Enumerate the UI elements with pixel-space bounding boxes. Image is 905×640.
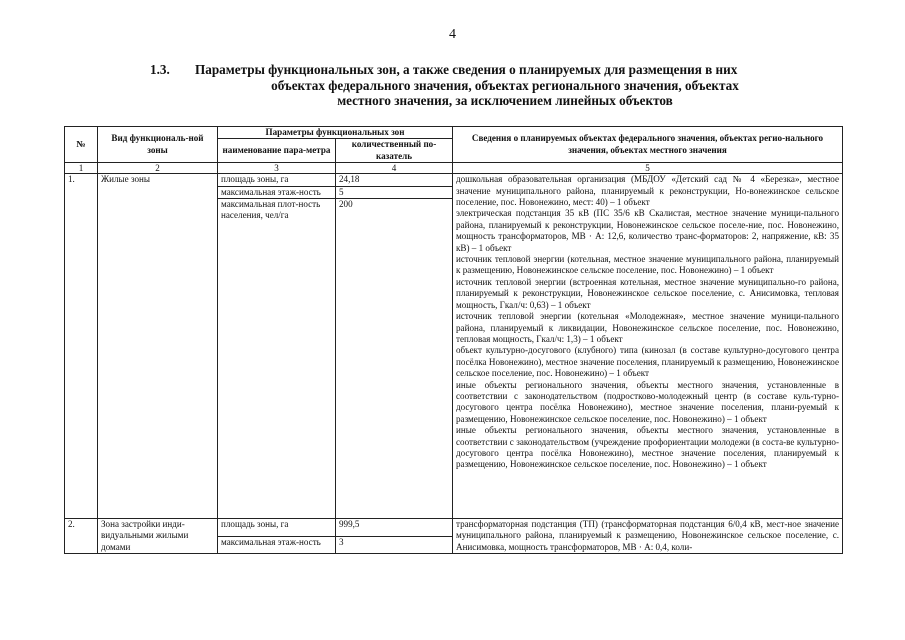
planned-object-entry: источник тепловой энергии (котельная, местное значение муниципального района, планируемый к размещению, Новонежинское сельское поселение, пос. Новонежино) – 1 объект [456,254,839,276]
planned-object-entry: иные объекты регионального значения, объекты местного значения, установленные в соответствии с законодательством (подростково-молодежный центр (в составе куль-турно-досугового центра посёлка Новонежино), местное значение поселения, плани-руемый к размещению, Новонежинское сельское поселение, пос. Новонежино) – 1 объект [456,379,839,424]
zone-name: Жилые зоны [98,174,218,519]
parameter-value: 3 [336,536,453,554]
zone-name: Зона застройки инди-видуальными жилыми домами [98,519,218,554]
objects-info-cell [453,519,843,554]
table-row [65,519,843,537]
column-number: 3 [218,163,336,174]
functional-zones-table [64,126,843,554]
parameter-name: площадь зоны, га [218,174,336,186]
parameter-value: 5 [336,186,453,198]
planned-object-entry: объект культурно-досугового (клубного) типа (кинозал (в составе культурно-досугового центра посёлка Новонежино), местное значение поселения, планируемый к размещению, Новонежинское сельское поселение, пос. Новонежино) – 1 объект [456,345,839,379]
header-parameter-name: наименование пара-метра [218,139,336,163]
section-heading [150,62,820,109]
planned-object-entry: трансформаторная подстанция (ТП) (трансформаторная подстанция 6/0,4 кВ, мест-ное значение муниципального района, планируемый к размещению, Новонежинское сельское поселение, с. Анисимовка, мощность трансформаторов, МВ · А: 0,4, коли- [456,519,839,552]
planned-object-entry: дошкольная образовательная организация (МБДОУ «Детский сад № 4 «Березка», местное значение муниципального района, планируемый к реконструкции, Но-вонежинское сельское поселение, пос. Новонежино, мест: 40) – 1 объект [456,174,839,208]
parameter-value: 999,5 [336,519,453,537]
column-number: 4 [336,163,453,174]
header-zone-type: Вид функциональ-ной зоны [98,127,218,163]
parameter-name: максимальная этаж-ность [218,186,336,198]
header-parameters-group: Параметры функциональных зон [218,127,453,139]
objects-info-cell [453,174,843,519]
planned-object-entry: электрическая подстанция 35 кВ (ПС 35/6 кВ Скалистая, местное значение муници-пального района, планируемый к реконструкции, Новонежинское сельское поселе-ние, пос. Новонежино, мощность трансформаторов, МВ · А: 12,6, количество транс-форматоров: 2, напряжение, кВ: 35 кВ) – 1 объект [456,208,839,253]
planned-object-entry: иные объекты регионального значения, объекты местного значения, установленные в соответствии с законодательством (учреждение профориентации молодежи (в соста-ве культурно-досугового центра посёлка Новонежино), местное значение поселения, планируемый к размещению, Новонежинское сельское поселение, пос. Новонежино) – 1 объект [456,425,839,470]
parameter-value: 200 [336,199,453,519]
section-title-line-1: Параметры функциональных зон, а также сведения о планируемых для размещения в них [195,62,738,77]
section-number: 1.3. [150,62,170,77]
page-number: 4 [449,27,456,42]
parameter-name: максимальная этаж-ность [218,536,336,554]
column-number: 2 [98,163,218,174]
parameter-name: площадь зоны, га [218,519,336,537]
section-title-line-3: местного значения, за исключением линейных объектов [337,93,673,108]
table-row [65,174,843,186]
header-objects-info: Сведения о планируемых объектах федерального значения, объектах регио-нального значения, объектах местного значения [453,127,843,163]
header-parameter-value: количественный по-казатель [336,139,453,163]
column-number: 1 [65,163,98,174]
planned-object-entry: источник тепловой энергии (котельная «Молодежная», местное значение муници-пального района, планируемый к ликвидации, Новонежинское сельское поселение, пос. Новонежино, тепловая мощность, Гкал/ч: 1,3) – 1 объект [456,311,839,344]
planned-object-entry: источник тепловой энергии (встроенная котельная, местное значение муниципально-го района, планируемый к реконструкции, Новонежинское сельское поселение, с. Анисимовка, тепловая мощность, Гкал/ч: 0,63) – 1 объект [456,276,839,310]
parameter-value: 24,18 [336,174,453,186]
row-number: 1. [65,174,98,519]
header-number: № [65,127,98,163]
row-number: 2. [65,519,98,554]
column-number: 5 [453,163,843,174]
parameter-name: максимальная плот-ность населения, чел/га [218,199,336,519]
section-title-line-2: объектах федерального значения, объектах регионального значения, объектах [271,77,739,93]
